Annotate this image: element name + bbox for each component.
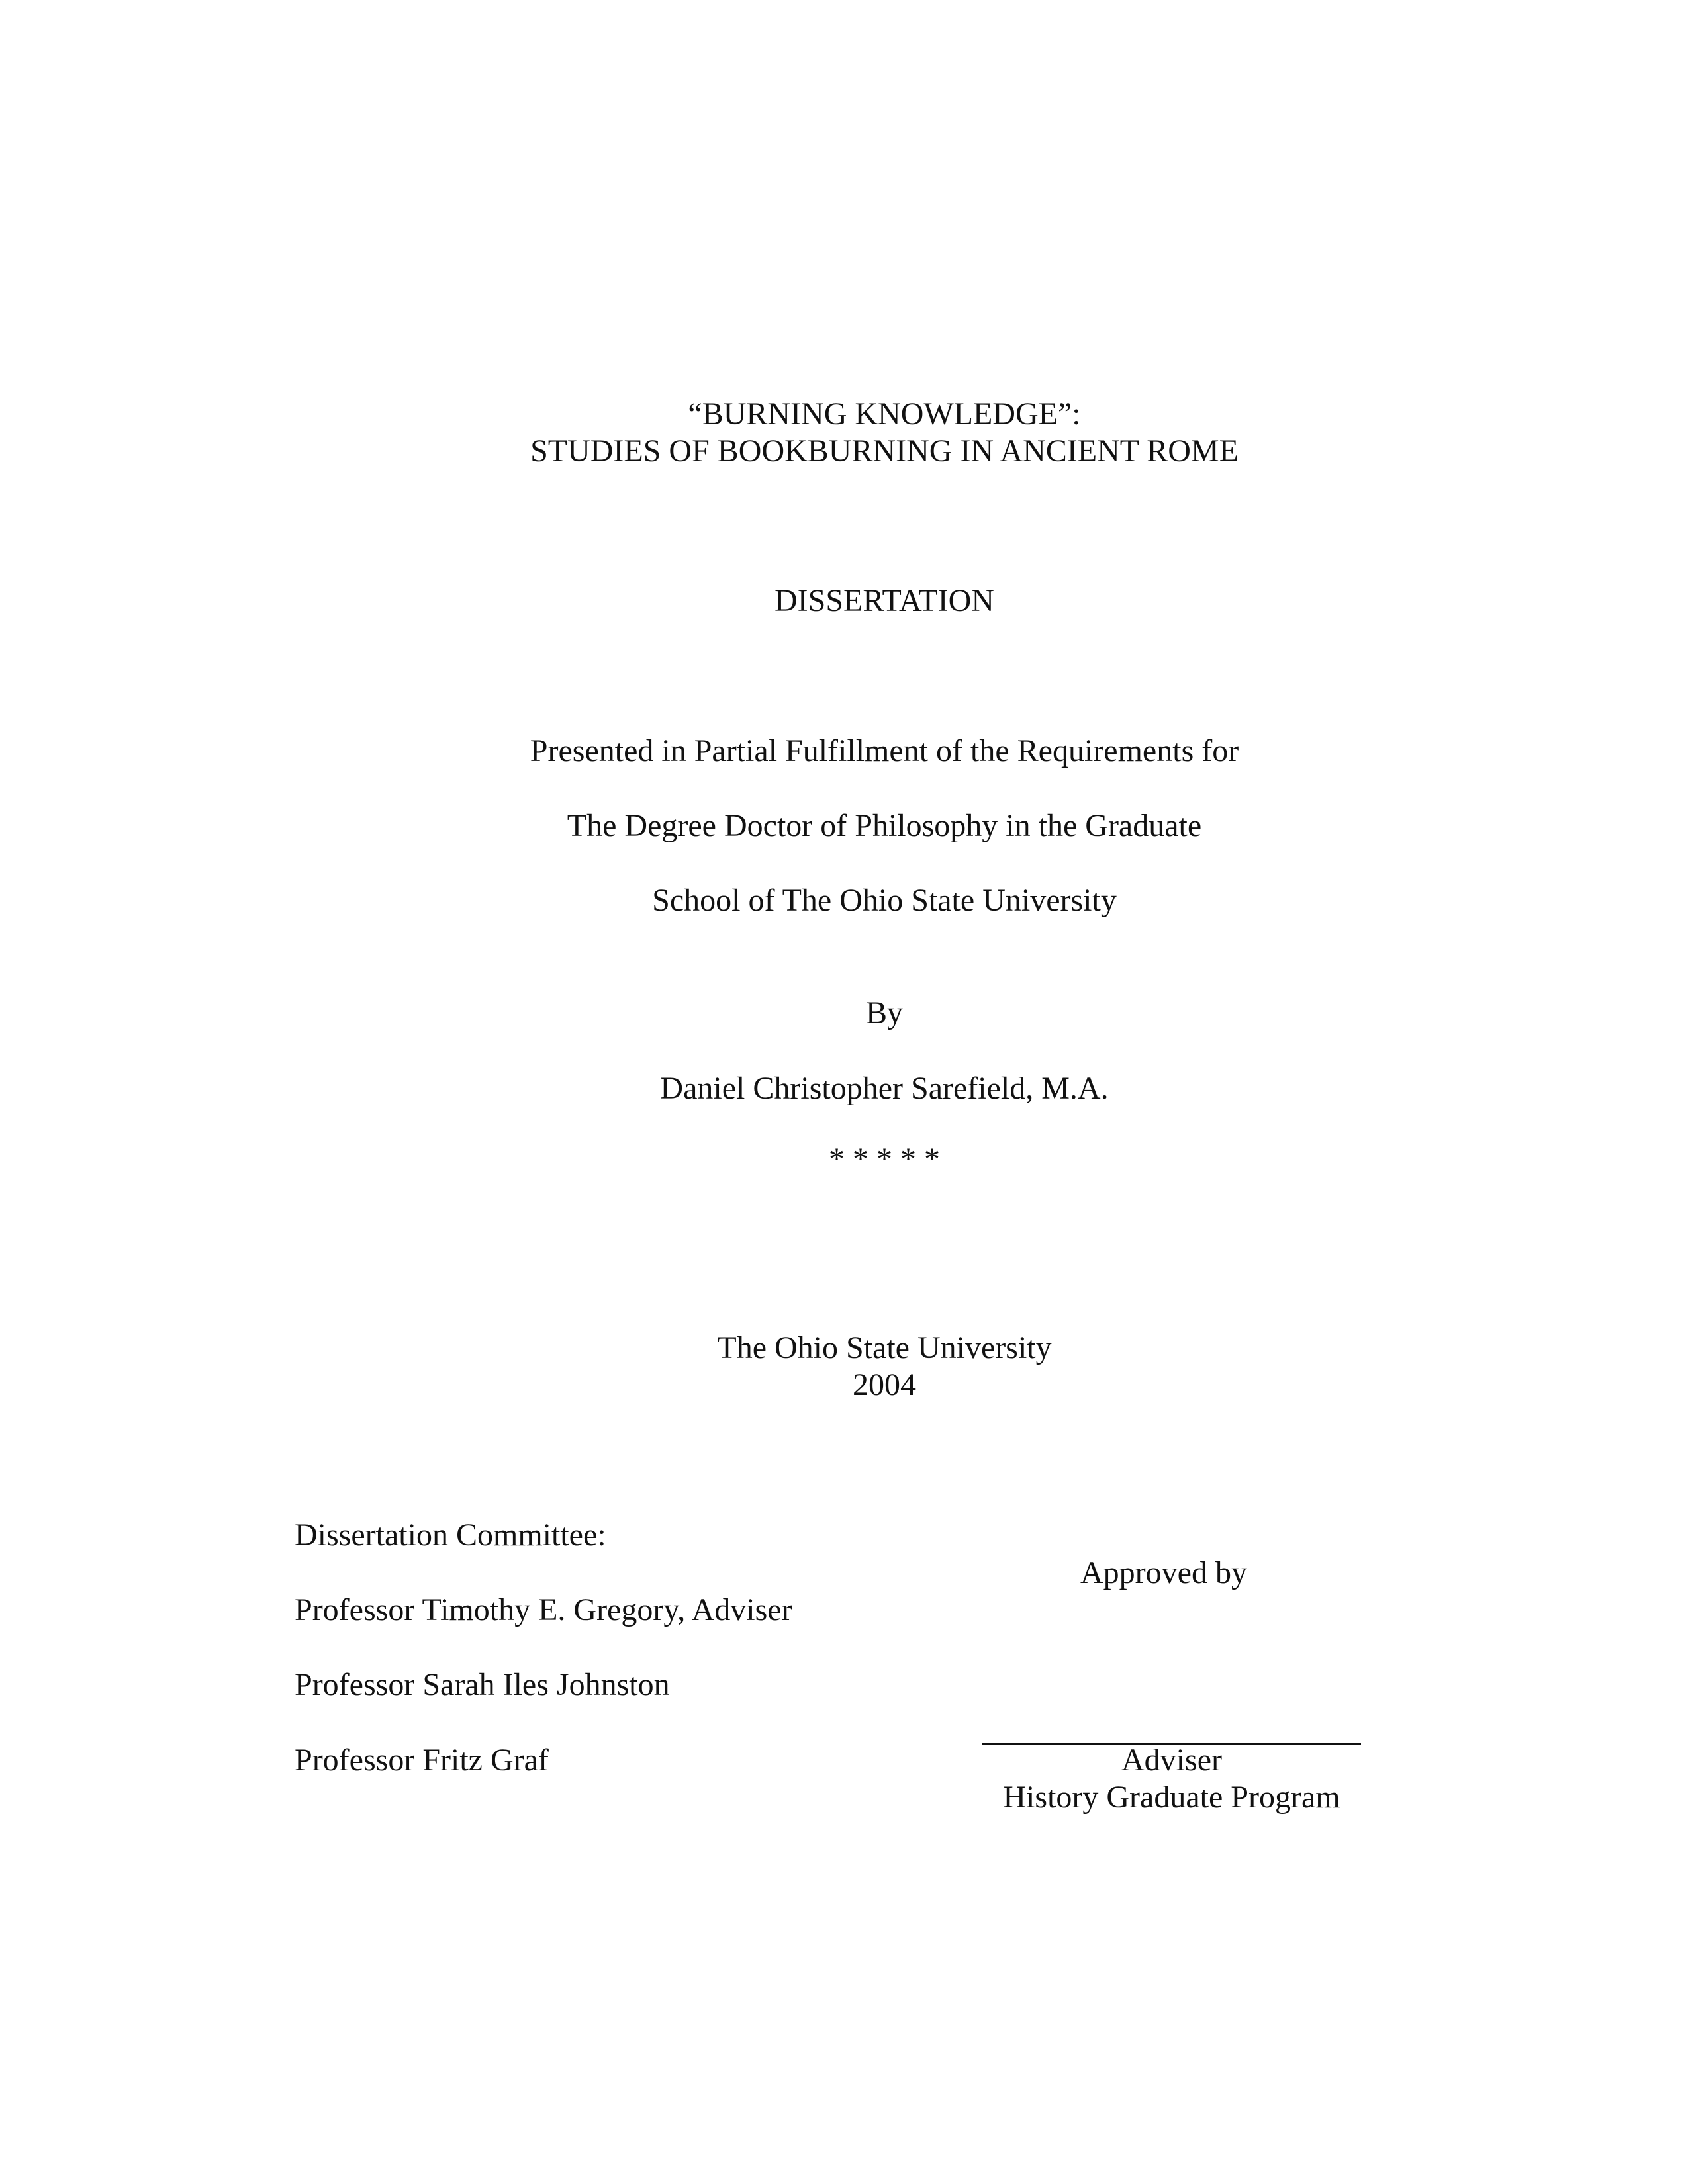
presentation-line-3: School of The Ohio State University — [652, 883, 1117, 918]
presentation-line-2: The Degree Doctor of Philosophy in the Graduate — [567, 808, 1202, 843]
separator-asterisks: * * * * * — [829, 1142, 940, 1177]
committee-member: Professor Fritz Graf — [295, 1743, 549, 1778]
institution-year: 2004 — [853, 1367, 916, 1402]
approved-by-label: Approved by — [1080, 1555, 1247, 1590]
adviser-label: Adviser — [1121, 1743, 1222, 1778]
committee-heading: Dissertation Committee: — [295, 1518, 606, 1553]
committee-member: Professor Timothy E. Gregory, Adviser — [295, 1592, 792, 1627]
presentation-line-1: Presented in Partial Fulfillment of the Requirements for — [530, 733, 1239, 768]
by-label: By — [865, 995, 903, 1030]
document-type: DISSERTATION — [774, 583, 994, 618]
institution-name: The Ohio State University — [717, 1330, 1052, 1365]
program-label: History Graduate Program — [1003, 1780, 1340, 1815]
author-name: Daniel Christopher Sarefield, M.A. — [660, 1071, 1109, 1106]
committee-member: Professor Sarah Iles Johnston — [295, 1667, 670, 1702]
title-line-1: “BURNING KNOWLEDGE”: — [688, 396, 1081, 432]
title-line-2: STUDIES OF BOOKBURNING IN ANCIENT ROME — [530, 433, 1239, 469]
